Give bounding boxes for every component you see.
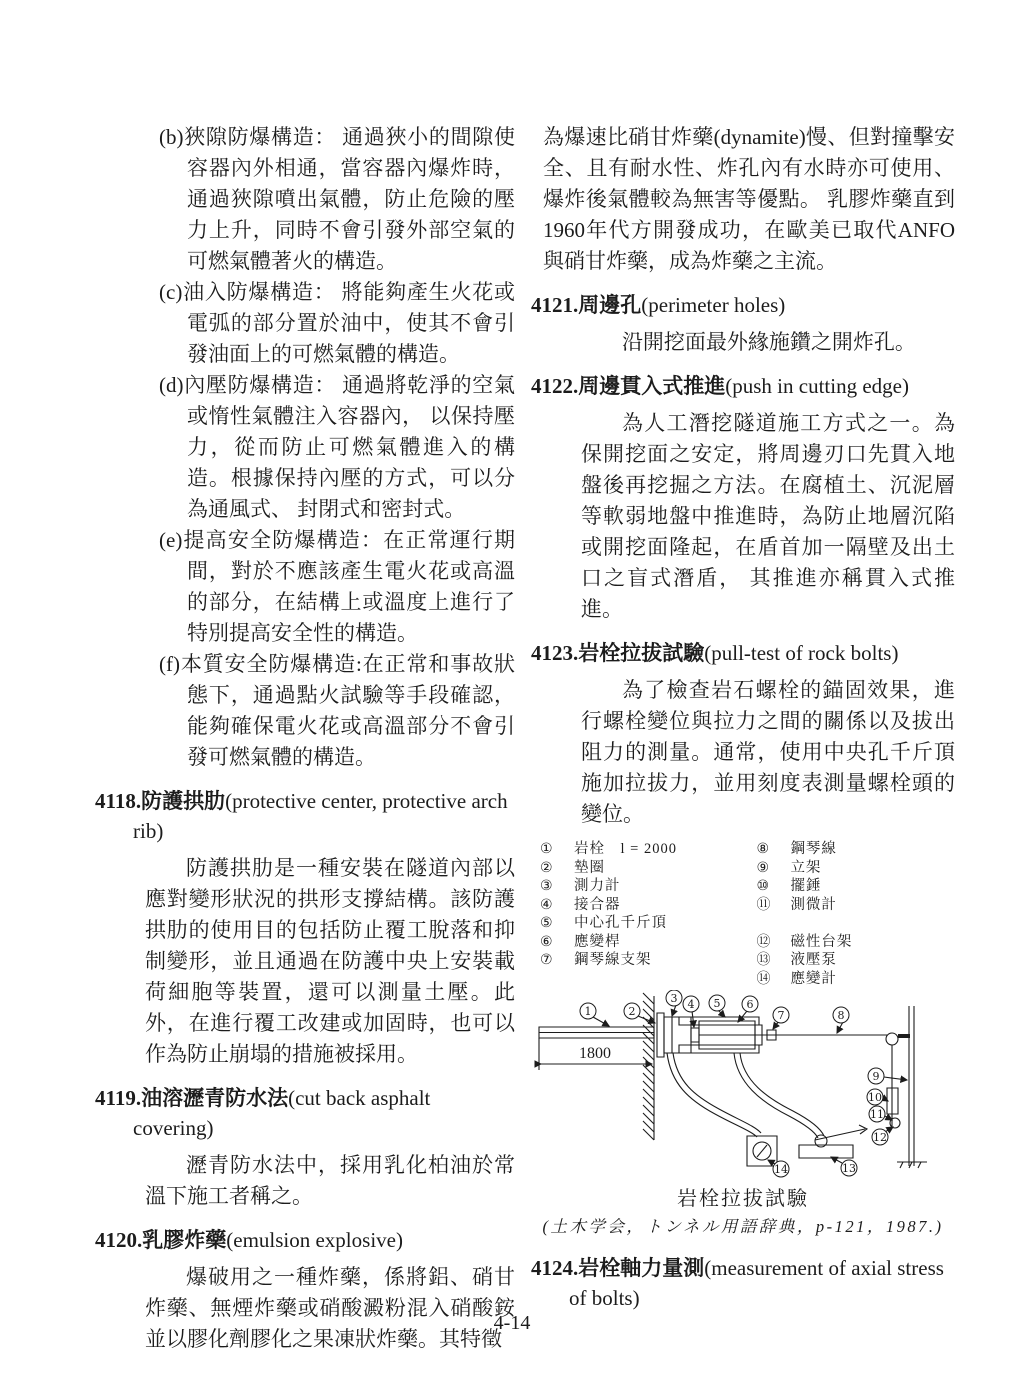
entry-term-en: (measurement of axial stress of bolts) <box>569 1256 944 1310</box>
callout-6 <box>742 996 758 1012</box>
letter-text: 內壓防爆構造： 通過將乾淨的空氣或惰性氣體注入容器內， 以保持壓力，從而防止可燃氣體進入的構造。根據保持內壓的方式，可以分為通風式、 封閉式和密封式。 <box>183 373 515 521</box>
figure-caption: 岩栓拉拔試驗 <box>677 1188 809 1210</box>
letter-item-b <box>159 122 515 277</box>
legend-label: 墊圈 <box>574 859 605 876</box>
entry-number: 4120. <box>95 1228 143 1252</box>
letter-label: (e) <box>159 528 183 552</box>
right-column <box>531 122 955 1320</box>
load-cell <box>664 1017 691 1053</box>
legend-label: 接合器 <box>574 896 621 913</box>
callout-7 <box>773 1007 789 1023</box>
dimension-label: 1800 <box>579 1045 611 1062</box>
legend-item <box>756 933 955 952</box>
svg-text:6: 6 <box>746 998 754 1011</box>
svg-text:10: 10 <box>868 1091 882 1104</box>
pull-test-diagram <box>531 990 959 1182</box>
letter-text: 狹隙防爆構造： 通過狹小的間隙使容器內外相通，當容器內爆炸時，通過狹隙噴出氣體，防止危險的壓力上升，同時不會引發外部空氣的可燃氣體著火的構造。 <box>183 125 515 273</box>
svg-text:11: 11 <box>870 1108 884 1121</box>
callout-11 <box>869 1106 885 1122</box>
entry-number: 4122. <box>531 374 579 398</box>
legend-item <box>540 896 756 915</box>
legend-label: 應變計 <box>790 970 837 987</box>
hydraulic-pump <box>799 1145 853 1158</box>
legend-circled-number: ⑩ <box>756 878 769 894</box>
letter-label: (b) <box>159 125 184 149</box>
legend-circled-number: ⑬ <box>756 952 771 968</box>
legend-label: 磁性台架 <box>790 933 853 950</box>
washer-plate <box>657 1013 664 1057</box>
entry-term: 岩栓拉拔試驗 <box>578 641 705 665</box>
callout-2 <box>624 1003 640 1019</box>
entry-4118 <box>95 786 515 1070</box>
legend-circled-number: ⑧ <box>756 841 769 857</box>
callout-13 <box>841 1160 857 1176</box>
legend-label: 測力計 <box>574 878 621 894</box>
legend-label: 測微計 <box>790 896 837 913</box>
legend-circled-number: ③ <box>540 878 553 894</box>
letter-text: 油入防爆構造： 將能夠產生火花或電弧的部分置於油中，使其不會引發油面上的可燃氣體的構造。 <box>182 280 515 366</box>
entry-4123-body: 為了檢查岩石螺栓的錨固效果，進行螺栓變位與拉力之間的關係以及拔出阻力的測量。通常，使用中央孔千斤頂施加拉拔力，並用刻度表測量螺栓頭的變位。 <box>581 678 955 826</box>
legend-circled-number: ⑭ <box>756 970 771 987</box>
entry-4119-heading <box>95 1083 515 1143</box>
legend-item <box>540 877 756 896</box>
entry-4122 <box>531 371 955 625</box>
entry-term: 油溶瀝青防水法 <box>141 1086 289 1110</box>
letter-item-e <box>159 525 515 649</box>
svg-text:4: 4 <box>687 998 695 1011</box>
entry-term-en: (cut back asphalt covering) <box>133 1086 431 1140</box>
entry-term-en: (protective center, protective arch rib) <box>133 789 508 843</box>
entry-number: 4124. <box>531 1256 579 1280</box>
entry-term: 周邊孔 <box>578 293 642 317</box>
legend-item <box>756 970 955 989</box>
legend-label: 岩栓 l = 2000 <box>574 841 677 857</box>
letter-text: 本質安全防爆構造:在正常和事故狀態下，通過點火試驗等手段確認，能夠確保電火花或高溫部分不會引發可燃氣體的構造。 <box>179 652 515 769</box>
hose <box>740 1053 824 1136</box>
entry-4121-body: 沿開挖面最外緣施鑽之開炸孔。 <box>621 330 916 354</box>
callout-4 <box>683 996 699 1012</box>
callout-14 <box>773 1161 789 1177</box>
entry-4119 <box>95 1083 515 1212</box>
entry-term: 乳膠炸藥 <box>142 1228 227 1252</box>
svg-text:14: 14 <box>774 1163 788 1176</box>
svg-text:3: 3 <box>670 992 678 1005</box>
entry-4122-body: 為人工潛挖隧道施工方式之一。為保開挖面之安定，將周邊刃口先貫入地盤後再挖掘之方法。在腐植土、沉泥層等軟弱地盤中推進時，為防止地層沉陷或開挖面隆起，在盾首加一隔壁及出土口之盲式潛盾， 其推進亦稱貫入式推進。 <box>581 411 955 621</box>
letter-label: (c) <box>159 280 183 304</box>
entry-4124 <box>531 1253 955 1313</box>
entry-term-en: (pull-test of rock bolts) <box>704 641 899 665</box>
legend-circled-number: ⑤ <box>540 915 553 931</box>
entry-number: 4121. <box>531 293 579 317</box>
figure-source: (土木学会，トンネル用語辞典，p-121，1987.) <box>542 1217 944 1236</box>
entry-number: 4119. <box>95 1086 142 1110</box>
pump-lever <box>815 1129 865 1140</box>
letter-item-f <box>159 649 515 773</box>
legend-label: 鋼琴線支架 <box>574 952 652 968</box>
coupler <box>691 1028 699 1042</box>
entry-4120 <box>95 1225 515 1355</box>
letter-label: (f) <box>159 652 180 676</box>
entry-4118-heading <box>95 786 515 846</box>
entry-4121 <box>531 290 955 358</box>
callout-10 <box>867 1089 883 1105</box>
entry-4124-heading <box>531 1253 955 1313</box>
left-column <box>95 122 515 1355</box>
legend-spacer <box>756 914 955 933</box>
entry-term-en: (emulsion explosive) <box>226 1228 403 1252</box>
legend-item <box>756 896 955 915</box>
legend-item <box>540 933 756 952</box>
entry-number: 4118. <box>95 789 142 813</box>
legend-circled-number: ⑪ <box>756 896 771 913</box>
letter-label: (d) <box>159 373 184 397</box>
legend-label: 立架 <box>790 859 822 876</box>
entry-4118-body: 防護拱肋是一種安裝在隧道內部以應對變形狀況的拱形支撐結構。該防護拱肋的使用目的包括防止覆工脫落和抑制變形，並且通過在防護中央上安裝載荷細胞等裝置，還可以測量土壓。此外，在進行覆工改建或加固時，也可以作為防止崩塌的措施被採用。 <box>145 856 515 1066</box>
entry-4123 <box>531 638 955 830</box>
svg-text:2: 2 <box>628 1005 636 1018</box>
callout-9 <box>868 1068 884 1084</box>
legend-label: 鋼琴線 <box>790 841 837 857</box>
legend-circled-number: ⑨ <box>756 859 769 876</box>
legend-item <box>756 951 955 970</box>
legend-right-column <box>756 840 955 988</box>
letter-text: 提高安全防爆構造：在正常運行期間，對於不應該產生電火花或高溫的部分，在結構上或溫度上進行了特別提高安全性的構造。 <box>182 528 515 645</box>
page-number: 4-14 <box>493 1312 531 1334</box>
legend-circled-number: ⑫ <box>756 933 771 950</box>
pulley <box>886 1033 898 1045</box>
entry-4120-body: 爆破用之一種炸藥，係將鋁、硝甘炸藥、無煙炸藥或硝酸澱粉混入硝酸銨並以膠化劑膠化之果凍狀炸藥。其特徵 <box>145 1265 515 1351</box>
entry-term: 周邊貫入式推進 <box>578 374 726 398</box>
svg-text:12: 12 <box>873 1131 887 1144</box>
legend-left-column <box>540 840 756 988</box>
entry-4120-heading <box>95 1225 515 1255</box>
legend-item <box>540 840 756 859</box>
svg-text:9: 9 <box>872 1070 880 1083</box>
pull-test-figure <box>531 840 955 1240</box>
rock-hatching <box>643 993 654 1140</box>
entry-term-en: (perimeter holes) <box>641 293 786 317</box>
entry-term: 防護拱肋 <box>141 789 226 813</box>
entry-4123-heading <box>531 638 955 668</box>
entry-number: 4123. <box>531 641 579 665</box>
figure-legend <box>540 840 955 988</box>
legend-item <box>540 951 756 970</box>
svg-text:1: 1 <box>584 1005 592 1018</box>
legend-circled-number: ⑦ <box>540 952 553 968</box>
svg-text:7: 7 <box>777 1009 785 1022</box>
legend-circled-number: ⑥ <box>540 933 553 950</box>
entry-4119-body: 瀝青防水法中，採用乳化柏油於常溫下施工者稱之。 <box>145 1153 515 1208</box>
callout-8 <box>833 1007 849 1023</box>
legend-label: 擺錘 <box>790 878 822 894</box>
entry-4122-heading <box>531 371 955 401</box>
callout-5 <box>709 995 725 1011</box>
legend-item <box>540 914 756 933</box>
svg-text:8: 8 <box>837 1009 845 1022</box>
hose <box>734 1053 818 1138</box>
legend-item <box>756 840 955 859</box>
legend-item <box>540 859 756 878</box>
callout-1 <box>580 1003 596 1019</box>
callout-12 <box>872 1129 888 1145</box>
legend-item <box>756 859 955 878</box>
legend-circled-number: ① <box>540 841 553 857</box>
legend-label: 應變桿 <box>574 933 621 950</box>
legend-circled-number: ④ <box>540 896 553 913</box>
callout-3 <box>666 990 682 1006</box>
svg-text:5: 5 <box>713 997 721 1010</box>
legend-label: 中心孔千斤頂 <box>574 915 667 931</box>
entry-term-en: (push in cutting edge) <box>725 374 909 398</box>
letter-item-c <box>159 277 515 370</box>
svg-text:13: 13 <box>842 1162 856 1175</box>
entry-term: 岩栓軸力量測 <box>578 1256 705 1280</box>
entry-4121-heading <box>531 290 955 320</box>
entry-4120-body-continuation: 為爆速比硝甘炸藥(dynamite)慢、但對撞擊安全、且有耐水性、炸孔內有水時亦可使用、爆炸後氣體較為無害等優點。 乳膠炸藥直到1960年代方開發成功，在歐美已取代ANFO與硝甘炸藥，成為炸藥之主流。 <box>543 125 955 273</box>
legend-item <box>756 877 955 896</box>
letter-item-d <box>159 370 515 525</box>
legend-label: 液壓泵 <box>790 952 837 968</box>
legend-circled-number: ② <box>540 859 553 876</box>
